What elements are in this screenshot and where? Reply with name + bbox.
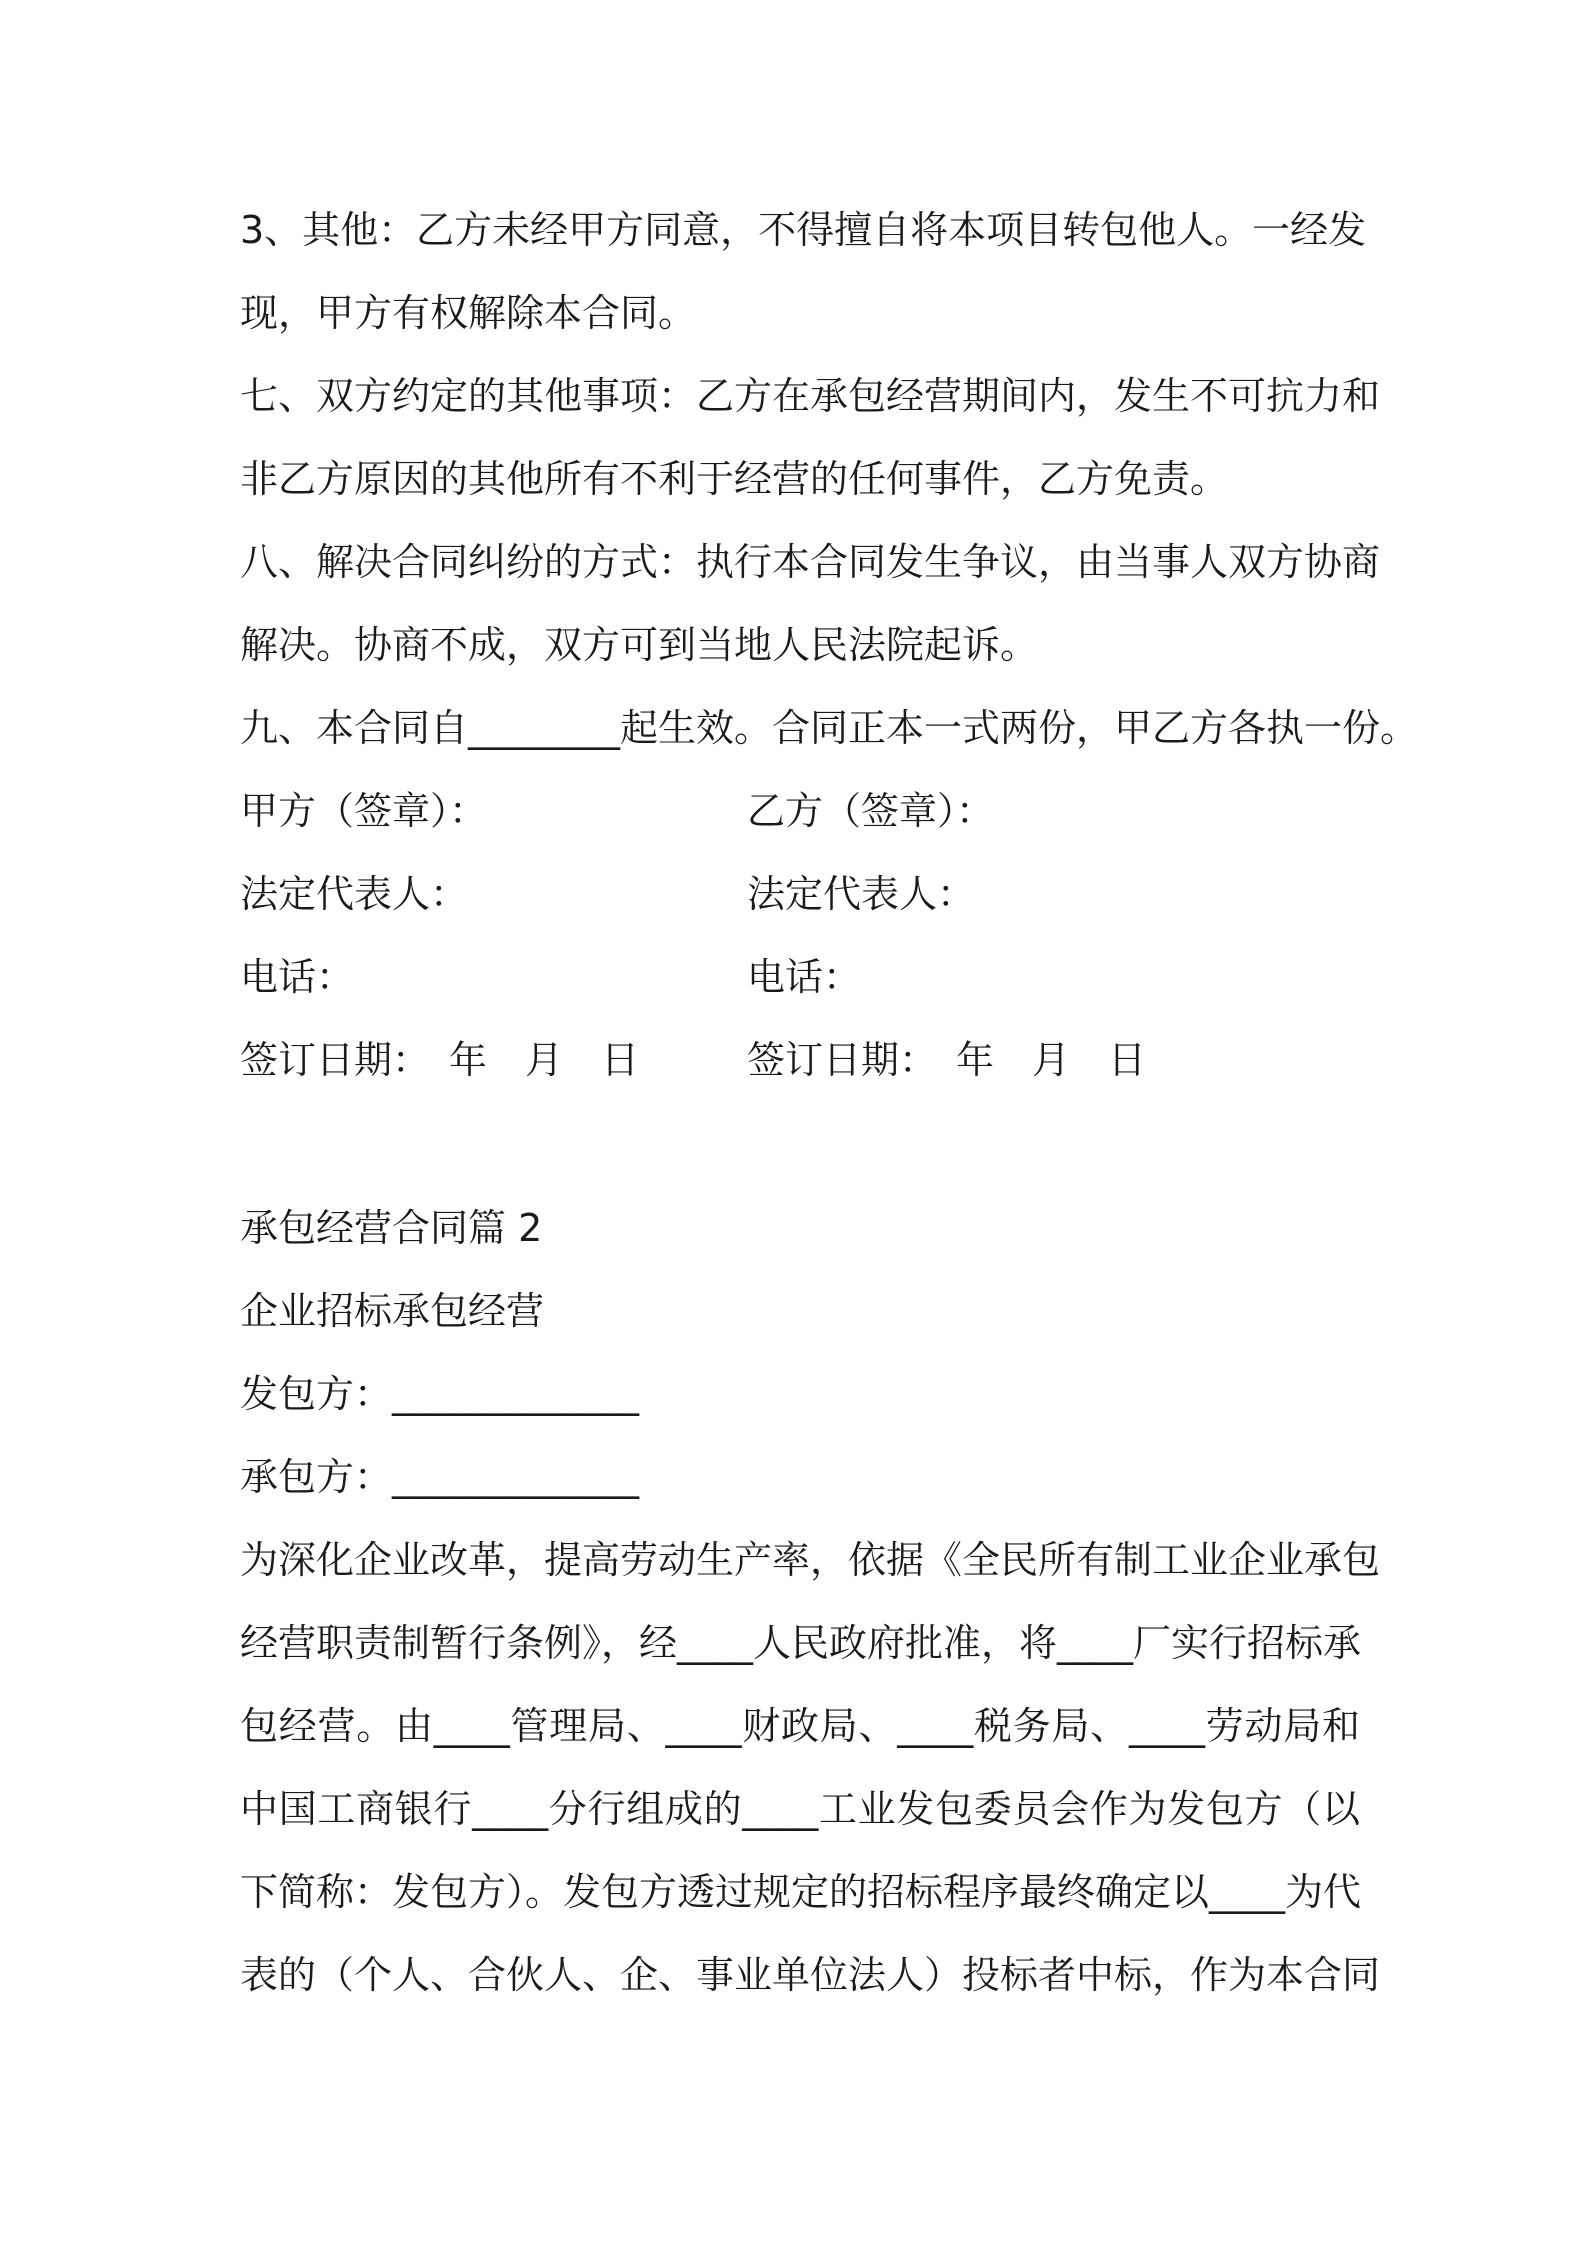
clause-9-line-1: 九、本合同自________起生效。合同正本一式两份，甲乙方各执一份。 xyxy=(240,706,1419,750)
paragraph-line-2: 经营职责制暂行条例》，经____人民政府批准，将____厂实行招标承 xyxy=(240,1621,1362,1665)
section-2-title: 承包经营合同篇 2 xyxy=(240,1206,543,1250)
party-a-phone: 电话： xyxy=(240,955,355,999)
party-a-representative: 法定代表人： xyxy=(240,872,469,916)
clause-3-line-2: 现，甲方有权解除本合同。 xyxy=(240,291,697,335)
party-a-sign-date: 签订日期： 年 月 日 xyxy=(240,1038,640,1082)
clause-8-line-1: 八、解决合同纠纷的方式：执行本合同发生争议，由当事人双方协商 xyxy=(240,540,1381,584)
contractor-field: 承包方：_____________ xyxy=(240,1455,640,1499)
party-b-sign-date: 签订日期： 年 月 日 xyxy=(747,1038,1147,1082)
clause-8-line-2: 解决。协商不成，双方可到当地人民法院起诉。 xyxy=(240,623,1039,667)
party-b-representative: 法定代表人： xyxy=(747,872,976,916)
clause-3-line-1: 3、其他：乙方未经甲方同意，不得擅自将本项目转包他人。一经发 xyxy=(240,208,1367,252)
party-b-phone: 电话： xyxy=(747,955,862,999)
paragraph-line-6: 表的（个人、合伙人、企、事业单位法人）投标者中标，作为本合同 xyxy=(240,1953,1381,1997)
paragraph-line-1: 为深化企业改革，提高劳动生产率，依据《全民所有制工业企业承包 xyxy=(240,1538,1381,1582)
clause-7-line-1: 七、双方约定的其他事项：乙方在承包经营期间内，发生不可抗力和 xyxy=(240,374,1381,418)
section-2-subtitle: 企业招标承包经营 xyxy=(240,1289,545,1333)
party-a-seal: 甲方（签章）： xyxy=(240,789,488,833)
paragraph-line-4: 中国工商银行____分行组成的____工业发包委员会作为发包方（以 xyxy=(240,1787,1360,1831)
paragraph-line-3: 包经营。由____管理局、____财政局、____税务局、____劳动局和 xyxy=(240,1704,1360,1748)
clause-7-line-2: 非乙方原因的其他所有不利于经营的任何事件，乙方免责。 xyxy=(240,457,1229,501)
party-b-seal: 乙方（签章）： xyxy=(747,789,995,833)
issuer-field: 发包方：_____________ xyxy=(240,1372,640,1416)
paragraph-line-5: 下简称：发包方）。发包方透过规定的招标程序最终确定以____为代 xyxy=(240,1870,1362,1914)
